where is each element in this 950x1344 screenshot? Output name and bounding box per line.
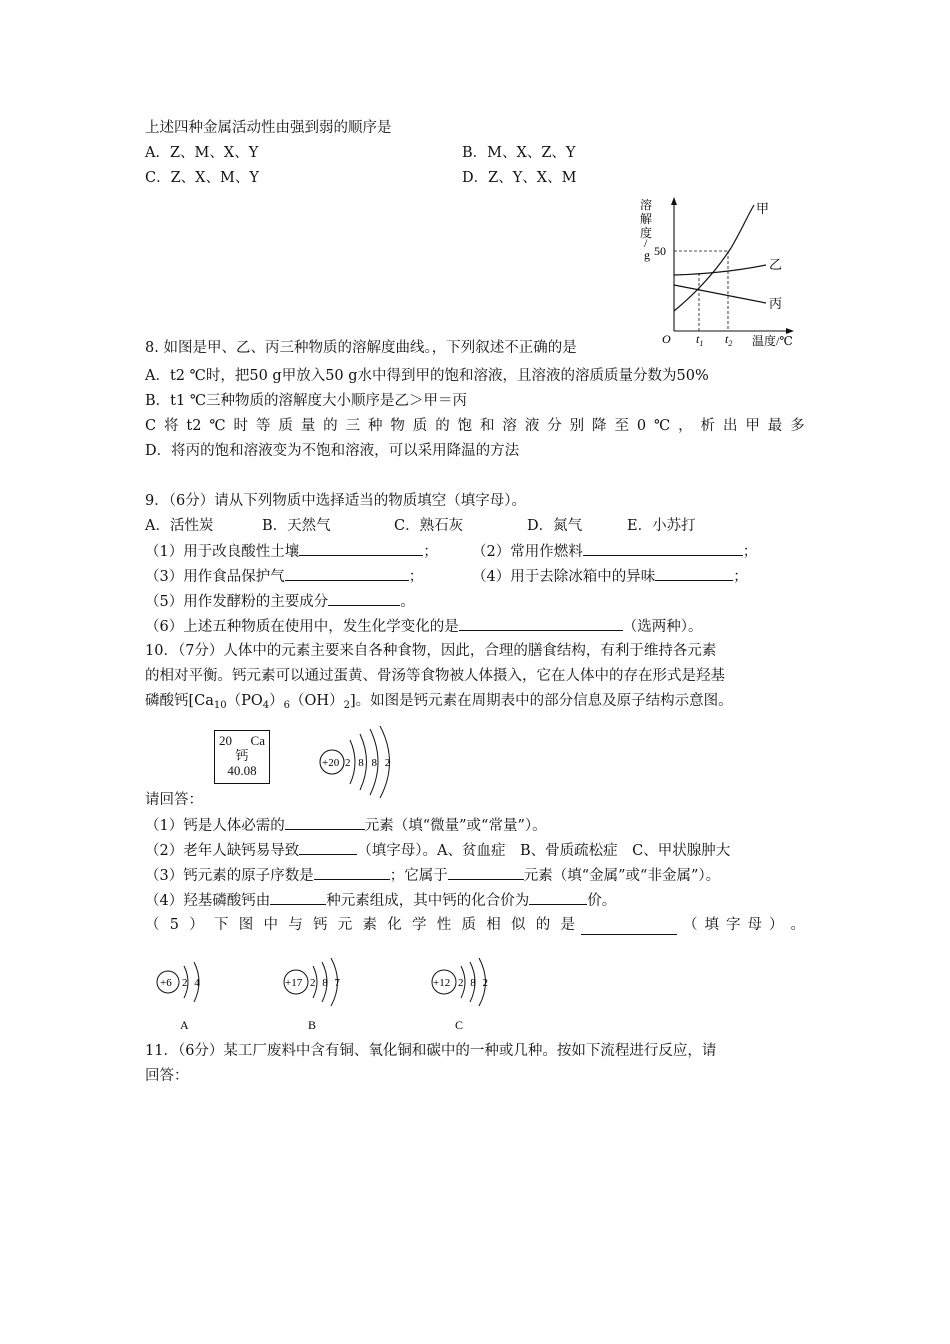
q10-sub5-char: 是 [560, 917, 575, 933]
atom-a [157, 962, 202, 1032]
q9-part3: （3）用作食品保护气 ； [145, 566, 423, 587]
q10-sub5-char: 似 [510, 917, 526, 933]
q10-sub5-char: 学 [411, 917, 427, 933]
q10-line3: 磷酸钙$[Ca_{10}(PO_4)_6(OH)_2]$。如图是钙元素在周期表中的部分信息及原子结构示意图。 [145, 693, 733, 711]
q8-option-c-char: 三 [345, 418, 361, 434]
q8-option-c-char: ℃ [209, 418, 226, 434]
atom-options-diagram [150, 958, 530, 1034]
q10-sub5-tail-char: 填 [704, 917, 719, 933]
q10-sub5-char: 化 [387, 917, 402, 933]
answer-blank[interactable] [314, 865, 390, 880]
q7-option-d: D．Z、Y、X、M [462, 170, 577, 186]
shell-electrons: 2 8 8 2 [345, 757, 393, 769]
q8-option-c-char: 的 [323, 418, 338, 434]
q10-sub5-tail-char: 字 [726, 917, 741, 933]
q10-line2: 的相对平衡。钙元素可以通过蛋黄、骨汤等食物被人体摄入，它在人体中的存在形式是羟基 [145, 668, 725, 684]
q9-choice-e: E．小苏打 [627, 518, 696, 534]
atom-c-nucleus: +12 [433, 977, 451, 989]
q10-sub5-tail-char: 母 [747, 917, 762, 933]
q8-option-c-char: 物 [390, 418, 405, 434]
calcium-atom-diagram [316, 726, 416, 798]
q8-option-d: D．将丙的饱和溶液变为不饱和溶液，可以采用降温的方法 [145, 443, 520, 459]
q8-option-c [145, 416, 805, 436]
q9-choice-b: B．天然气 [262, 518, 331, 534]
answer-blank[interactable] [285, 566, 409, 581]
q10-sub5-char: （ [145, 917, 160, 933]
q8-option-c-char: 量 [300, 418, 316, 434]
q11-line2: 回答： [145, 1068, 189, 1084]
element-mass: 40.08 [227, 763, 257, 778]
q8-option-a: A．t2 ℃时，把50 g甲放入50 g水中得到甲的饱和溶液，且溶液的溶质质量分数为50% [145, 368, 709, 384]
q8-option-c-char: ， [678, 418, 693, 434]
q8-option-c-char: 甲 [745, 418, 760, 434]
element-name: 钙 [235, 748, 249, 763]
q7-option-b: B．M、X、Z、Y [462, 145, 576, 161]
q7-stem: 上述四种金属活动性由强到弱的顺序是 [145, 120, 392, 136]
q9-stem: 9．（6分）请从下列物质中选择适当的物质填空（填字母）。 [145, 493, 526, 509]
q10-sub5-char: 中 [263, 917, 278, 933]
q8-option-c-char: 0 [636, 418, 647, 434]
q8-option-c-char: 出 [722, 418, 738, 434]
q10-sub2: （2）老年人缺钙易导致 （填字母）。A、贫血症 B、骨质疏松症 C、甲状腺肿大 [145, 840, 730, 861]
answer-blank[interactable] [459, 616, 623, 631]
answer-blank[interactable] [328, 591, 400, 606]
q10-sub4: （4）羟基磷酸钙由 种元素组成，其中钙的化合价为 价。 [145, 890, 616, 911]
q8-option-c-char: 多 [790, 418, 805, 434]
q8-option-c-char: 最 [767, 418, 783, 434]
q9-part5: （5）用作发酵粉的主要成分 。 [145, 591, 415, 612]
q10-sub5-char: 与 [288, 917, 303, 933]
answer-blank[interactable] [529, 890, 587, 905]
series-bing-label: 丙 [769, 296, 783, 311]
chart-y-arrow [671, 197, 677, 205]
q10-sub5-tail-char: 。 [790, 917, 805, 933]
answer-blank[interactable] [655, 566, 733, 581]
atom-b [284, 958, 342, 1032]
q9-part1: （1）用于改良酸性土壤 ； [145, 541, 438, 562]
chart-ylabel-char: 解 [640, 212, 653, 226]
q10-sub5 [145, 915, 805, 935]
chart-t1: $t_1$ [696, 332, 704, 348]
q10-sub5-char: 图 [238, 917, 254, 933]
series-yi-line [674, 265, 766, 275]
q8-option-c-char: 种 [367, 418, 383, 434]
q8-option-c-char: t2 [186, 418, 202, 434]
answer-blank[interactable] [583, 541, 743, 556]
q10-sub5-char: ） [189, 917, 204, 933]
q9-choice-c: C．熟石灰 [394, 518, 464, 534]
series-jia-label: 甲 [756, 201, 770, 216]
q10-sub5-tail-char: ） [769, 917, 784, 933]
atom-a-label: A [180, 1018, 189, 1032]
chart-ytick-50: 50 [654, 244, 666, 258]
q10-sub5-char: 相 [486, 917, 501, 933]
atom-a-nucleus: +6 [160, 977, 172, 989]
element-number: 20 [219, 733, 232, 748]
answer-blank[interactable] [448, 865, 524, 880]
atom-c-label: C [455, 1018, 464, 1032]
chart-ylabel-char: 度 [640, 226, 653, 240]
q10-sub5-char: 元 [337, 917, 353, 933]
q8-option-b: B．t1 ℃三种物质的溶解度大小顺序是乙＞甲＝丙 [145, 393, 468, 409]
chart-t2: $t_2$ [725, 332, 733, 348]
q8-option-c-char: 质 [278, 418, 293, 434]
answer-blank[interactable] [299, 840, 357, 855]
q8-stem: 8. 如图是甲、乙、丙三种物质的溶解度曲线。，下列叙述不正确的是 [145, 340, 577, 356]
q8-option-c-char: 和 [480, 418, 495, 434]
q10-sub5-char: 钙 [312, 917, 328, 933]
q9-part6: （6）上述五种物质在使用中，发生化学变化的是 （选两种）。 [145, 616, 702, 637]
q8-option-c-char: 别 [569, 418, 585, 434]
atom-c [432, 958, 490, 1032]
nucleus-charge: +20 [322, 757, 340, 769]
q8-option-c-char: 时 [233, 418, 249, 434]
atom-c-shells: 2 8 2 [458, 977, 490, 989]
q8-option-c-char: C [145, 418, 157, 434]
q10-sub3: （3）钙元素的原子序数是 ；它属于 元素（填“金属”或“非金属”）。 [145, 865, 720, 886]
q8-option-c-char: 将 [164, 418, 179, 434]
chart-origin: O [662, 332, 671, 346]
q10-sub5-char: 素 [362, 917, 377, 933]
q8-option-c-char: 质 [412, 418, 428, 434]
q7-option-a: A．Z、M、X、Y [145, 145, 259, 161]
q9-part4: （4）用于去除冰箱中的异味 ； [472, 566, 748, 587]
solubility-chart [636, 193, 814, 353]
q10-sub5-tail-char: （ [683, 917, 698, 933]
q8-option-c-char: 液 [524, 418, 540, 434]
q10-sub5-char: 性 [436, 917, 452, 933]
answer-blank[interactable] [270, 890, 326, 905]
q10-sub5-char: 质 [461, 917, 476, 933]
series-jia-line [674, 205, 754, 311]
q8-option-c-char: 饱 [457, 418, 473, 434]
q10-line1: 10．（7分）人体中的元素主要来自各种食物，因此，合理的膳食结构，有利于维持各元素 [145, 643, 717, 659]
chart-xlabel: 温度/℃ [752, 334, 793, 348]
element-symbol: Ca [250, 733, 265, 748]
q8-option-c-char: 降 [592, 418, 607, 434]
q10-sub5-char: 的 [535, 917, 551, 933]
q8-option-c-char: ℃ [653, 418, 671, 434]
q8-option-c-char: 的 [435, 418, 450, 434]
q8-option-c-char: 析 [700, 418, 716, 434]
atom-b-shells: 2 8 7 [310, 977, 342, 989]
chart-ylabel-char: / [644, 236, 648, 250]
q10-sub1: （1）钙是人体必需的 元素（填“微量”或“常量”）。 [145, 815, 547, 836]
atom-b-label: B [308, 1018, 317, 1032]
q10-answer-intro: 请回答： [145, 792, 203, 808]
atom-b-nucleus: +17 [285, 977, 303, 989]
series-bing-line [674, 285, 766, 303]
element-tile [214, 730, 270, 784]
q10-sub5-char: 下 [213, 917, 229, 933]
series-yi-label: 乙 [769, 257, 783, 272]
answer-blank[interactable] [285, 815, 365, 830]
atom-a-shells: 2 4 [182, 977, 202, 989]
q11-line1: 11．（6分）某工厂废料中含有铜、氧化铜和碳中的一种或几种。按如下流程进行反应，请 [145, 1043, 717, 1059]
q7-option-c: C．Z、X、M、Y [145, 170, 259, 186]
q9-part2: （2）常用作燃料 ； [472, 541, 757, 562]
q8-option-c-char: 至 [614, 418, 629, 434]
chart-ylabel-char: 溶 [640, 198, 653, 212]
q9-choice-d: D．氮气 [527, 518, 583, 534]
q8-option-c-char: 溶 [502, 418, 517, 434]
answer-blank[interactable] [299, 541, 423, 556]
answer-blank[interactable] [581, 920, 677, 935]
q8-option-c-char: 等 [255, 418, 271, 434]
q10-sub5-char: 5 [169, 917, 179, 933]
q9-choice-a: A．活性炭 [145, 518, 214, 534]
q8-option-c-char: 分 [547, 418, 562, 434]
chart-ylabel-char: g [644, 248, 650, 262]
